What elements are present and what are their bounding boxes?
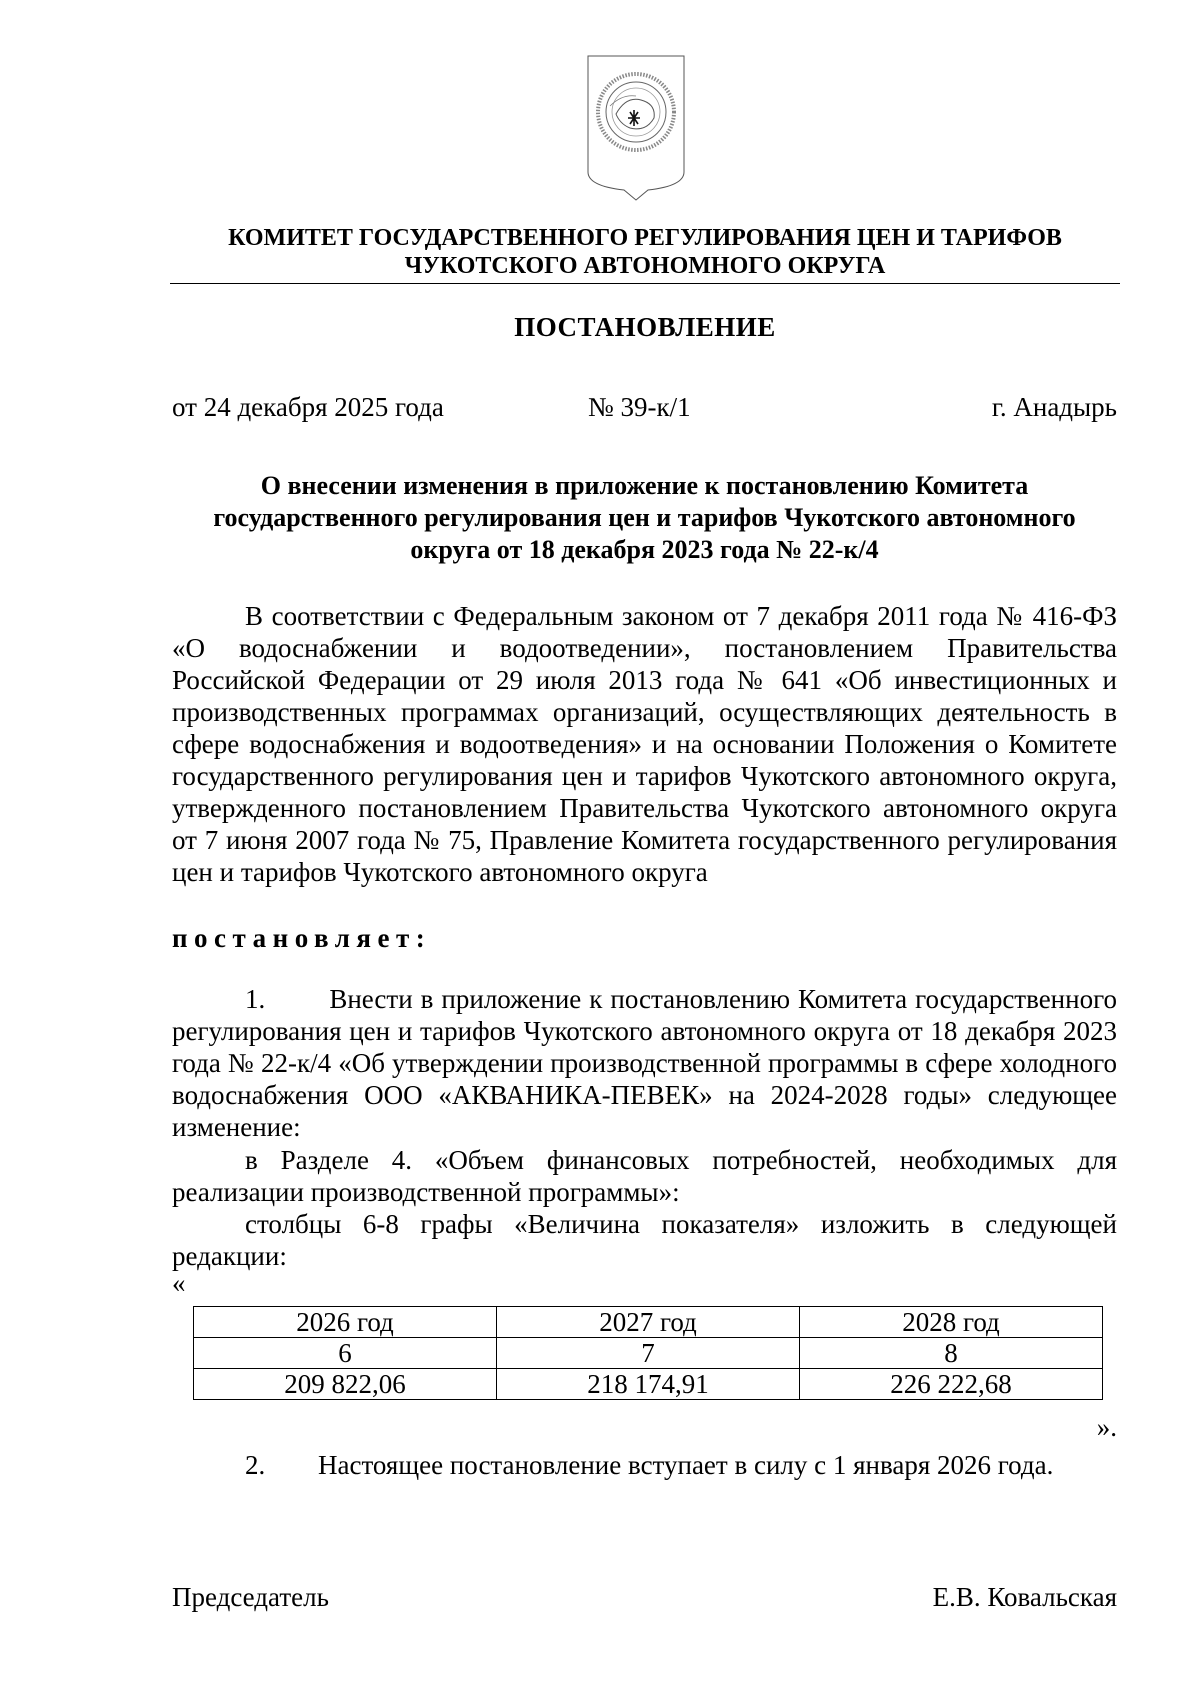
document-city: г. Анадырь <box>991 392 1117 422</box>
item-2-text: Настоящее постановление вступает в силу с 1 января 2026 года. <box>318 1450 1054 1480</box>
organization-name-line1: КОМИТЕТ ГОСУДАРСТВЕННОГО РЕГУЛИРОВАНИЯ ЦЕН И ТАРИФОВ <box>228 225 1062 251</box>
table-cell: 209 822,06 <box>194 1369 497 1400</box>
preamble-paragraph: В соответствии с Федеральным законом от 7 декабря 2011 года № 416-ФЗ «О водоснабжении и водоотведении», постановлением Правительства Российской Федерации от 29 июля 2013 года № 641 «Об инвестиционных и производственных программах организаций, осуществляющих деятельность в сфере водоснабжения и водоотведения» и на основании Положения о Комитете государственного регулирования цен и тарифов Чукотского автономного округа, утвержденного постановлением Правительства Чукотского автономного округа от 7 июня 2007 года № 75, Правление Комитета государственного регулирования цен и тарифов Чукотского автономного округа <box>172 601 1117 887</box>
organization-name-line2: ЧУКОТСКОГО АВТОНОМНОГО ОКРУГА <box>404 253 886 279</box>
opening-quote: « <box>172 1268 186 1298</box>
table-header-row <box>194 1307 1103 1338</box>
item-1-section-paragraph: в Разделе 4. «Объем финансовых потребностей, необходимых для реализации производственной программы»: <box>172 1145 1117 1207</box>
signatory-name: Е.В. Ковальская <box>932 1582 1117 1612</box>
table-cell: 2027 год <box>497 1307 800 1338</box>
document-number: № 39-к/1 <box>588 392 691 422</box>
table-cell: 2026 год <box>194 1307 497 1338</box>
table-cell: 2028 год <box>800 1307 1103 1338</box>
item-1-columns-paragraph: столбцы 6-8 графы «Величина показателя» изложить в следующей редакции: <box>172 1209 1117 1271</box>
header-divider <box>170 283 1120 284</box>
document-date: от 24 декабря 2025 года <box>172 392 444 422</box>
resolves-word: постановляет: <box>172 923 432 953</box>
table-cell: 8 <box>800 1338 1103 1369</box>
signatory-title: Председатель <box>172 1582 329 1612</box>
coat-of-arms-emblem <box>586 54 686 204</box>
document-type-title: ПОСТАНОВЛЕНИЕ <box>514 312 776 342</box>
closing-quote: ». <box>1096 1412 1117 1442</box>
table-cell: 7 <box>497 1338 800 1369</box>
table-cell: 226 222,68 <box>800 1369 1103 1400</box>
document-subject: О внесении изменения в приложение к постановлению Комитета государственного регулирования цен и тарифов Чукотского автономного округа от 18 декабря 2023 года № 22-к/4 <box>213 471 1076 564</box>
table-row <box>194 1369 1103 1400</box>
item-1-paragraph: 1. Внести в приложение к постановлению Комитета государственного регулирования цен и тарифов Чукотского автономного округа от 18 декабря 2023 года № 22-к/4 «Об утверждении производственной программы в сфере холодного водоснабжения ООО «АКВАНИКА-ПЕВЕК» на 2024-2028 годы» следующее изменение: <box>172 984 1124 1142</box>
item-2-number: 2. <box>245 1450 266 1480</box>
table-row <box>194 1338 1103 1369</box>
table-cell: 218 174,91 <box>497 1369 800 1400</box>
table-cell: 6 <box>194 1338 497 1369</box>
values-table <box>193 1306 1103 1400</box>
